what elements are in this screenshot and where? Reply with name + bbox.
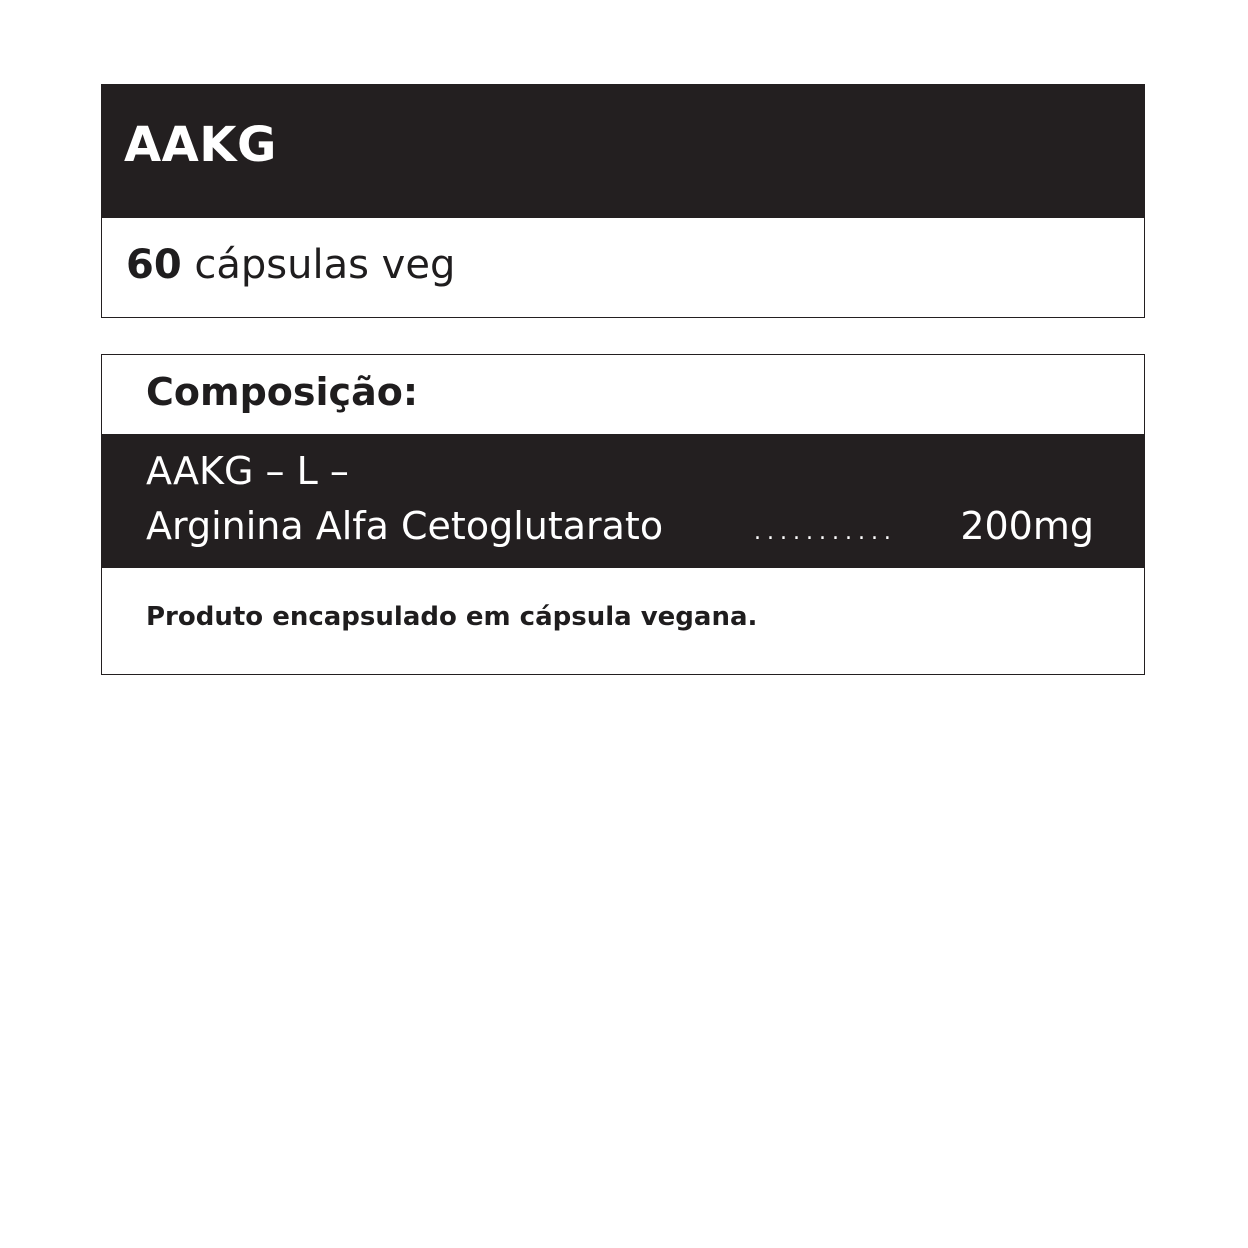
product-name: AAKG <box>124 117 277 173</box>
dot-leader: ........... <box>754 520 897 545</box>
ingredient-name-line2: Arginina Alfa Cetoglutarato <box>146 504 664 548</box>
capsule-count-unit: cápsulas veg <box>194 242 456 288</box>
product-title-bar <box>102 85 1144 218</box>
ingredient-amount: 200mg <box>960 504 1094 548</box>
product-box <box>101 84 1145 318</box>
capsule-count-number: 60 <box>126 242 182 288</box>
ingredient-row <box>102 434 1144 568</box>
composition-box <box>101 354 1145 675</box>
composition-heading-row <box>102 355 1144 434</box>
ingredient-name-line1: AAKG – L – <box>146 449 349 493</box>
capsule-count <box>126 242 456 288</box>
note-row <box>102 568 1144 673</box>
composition-heading: Composição: <box>146 370 419 414</box>
capsule-count-row <box>102 218 1144 317</box>
vegan-capsule-note: Produto encapsulado em cápsula vegana. <box>146 602 758 632</box>
